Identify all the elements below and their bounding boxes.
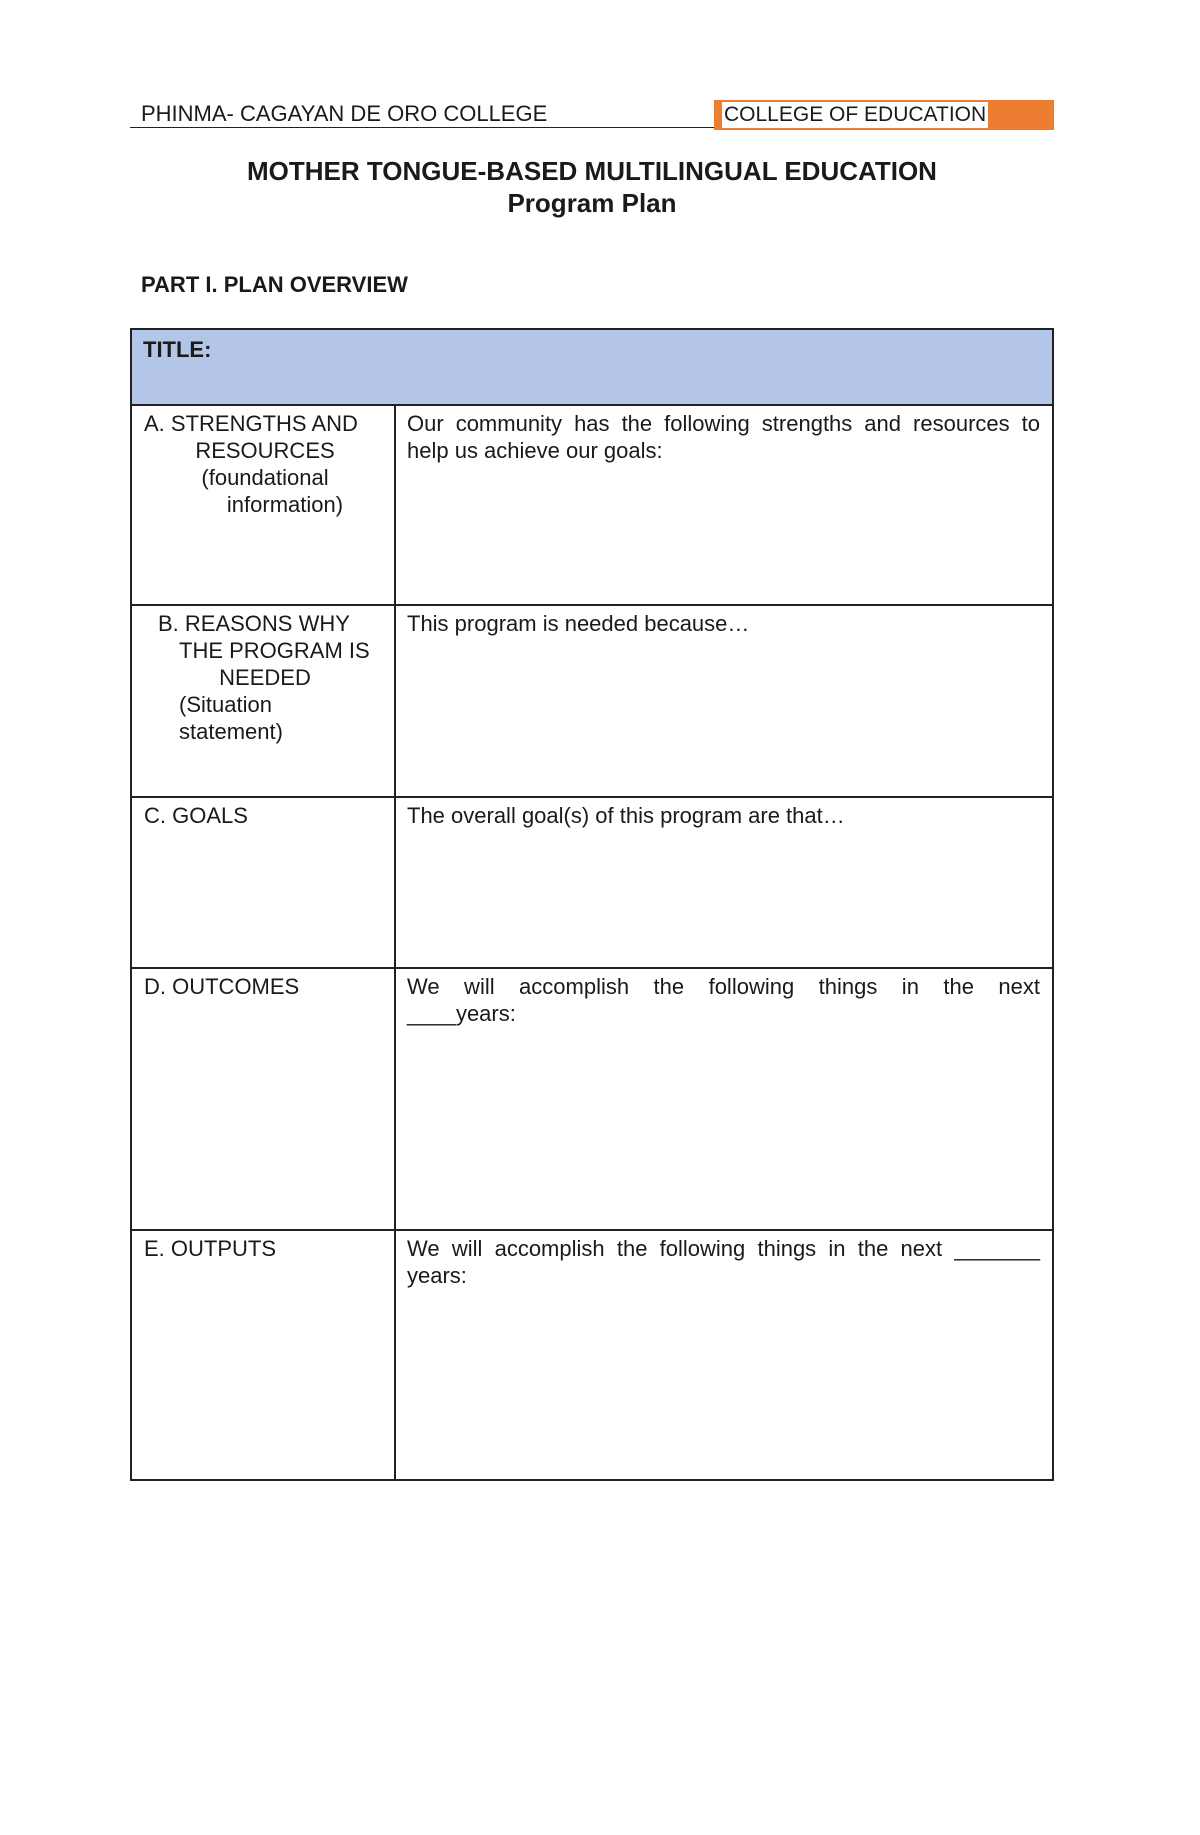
table-row: [131, 605, 1053, 797]
row-label-line: A. STRENGTHS AND: [144, 411, 358, 436]
table-row: [131, 797, 1053, 968]
row-label-cell: [131, 797, 395, 968]
row-text: Our community has the following strengths and resources to help us achieve our goals:: [407, 411, 1040, 463]
college-name: PHINMA- CAGAYAN DE ORO COLLEGE: [130, 100, 714, 128]
row-label-line: (foundational: [201, 465, 329, 490]
row-content-cell[interactable]: [395, 968, 1053, 1230]
row-label-line: NEEDED: [219, 665, 311, 690]
row-text: We will accomplish the following things in the next _______ years:: [407, 1236, 1040, 1288]
row-label-line: (Situation: [179, 692, 272, 717]
row-text: The overall goal(s) of this program are that…: [407, 803, 845, 828]
row-label-line: B. REASONS WHY: [158, 611, 350, 636]
row-label-line: RESOURCES: [195, 438, 335, 463]
row-label-line: C. GOALS: [144, 803, 248, 828]
row-content-cell[interactable]: [395, 797, 1053, 968]
row-label-cell: [131, 1230, 395, 1480]
document-title: MOTHER TONGUE-BASED MULTILINGUAL EDUCATION: [247, 156, 937, 186]
row-content-cell[interactable]: [395, 405, 1053, 605]
department-banner: [714, 100, 1054, 130]
title-row: [131, 329, 1053, 405]
row-label-cell: [131, 968, 395, 1230]
row-label-line: THE PROGRAM IS: [179, 638, 370, 663]
part-heading: PART I. PLAN OVERVIEW: [141, 272, 408, 297]
document-title-block: [130, 155, 1054, 219]
department-name: COLLEGE OF EDUCATION: [724, 103, 987, 126]
row-label-cell: [131, 405, 395, 605]
page-header: [130, 100, 1054, 130]
row-content-cell[interactable]: [395, 605, 1053, 797]
title-label: TITLE:: [143, 337, 212, 362]
table-row: [131, 968, 1053, 1230]
row-label-line: D. OUTCOMES: [144, 974, 300, 999]
table-row: [131, 1230, 1053, 1480]
row-text: This program is needed because…: [407, 611, 750, 636]
title-field[interactable]: [131, 329, 1053, 405]
row-text: We will accomplish the following things in the next ____years:: [407, 974, 1040, 1026]
document-subtitle: Program Plan: [507, 188, 677, 218]
row-content-cell[interactable]: [395, 1230, 1053, 1480]
row-label-line: information): [226, 492, 344, 517]
row-label-cell: [131, 605, 395, 797]
row-label-line: statement): [179, 719, 283, 744]
row-label-line: E. OUTPUTS: [144, 1236, 277, 1261]
table-row: [131, 405, 1053, 605]
plan-overview-table: [130, 328, 1054, 1481]
